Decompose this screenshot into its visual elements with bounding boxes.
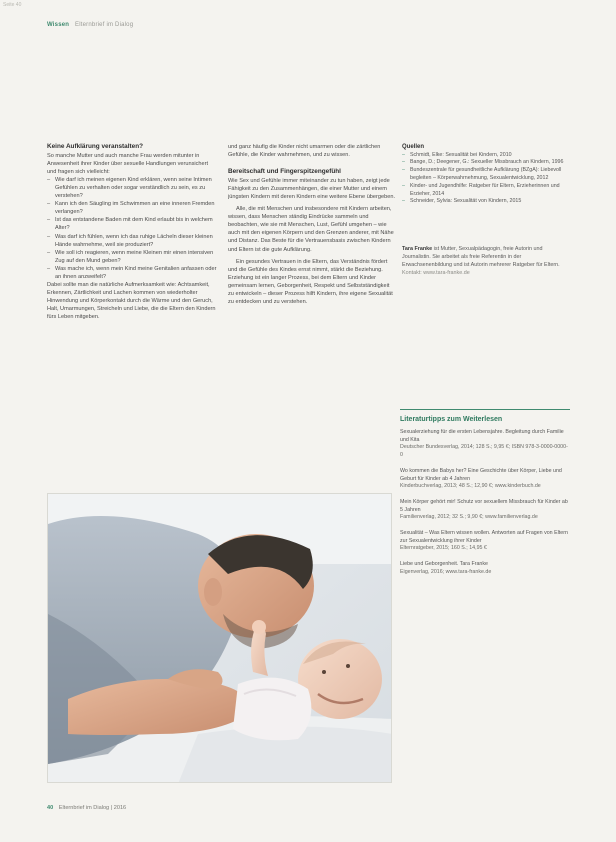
tip-title: Sexualität – Was Eltern wissen wollen. Antworten auf Fragen von Eltern zur Sexualentwicklung ihrer Kinder [400, 530, 568, 544]
section-heading-aufklaerung: Keine Aufklärung veranstalten? [47, 143, 143, 150]
literature-tips-box [400, 409, 570, 781]
source-item: – Bange, D.; Deegener, G.: Sexueller Missbrauch an Kindern, 1996 [402, 159, 570, 167]
list-item: – Wie soll ich reagieren, wenn meine Kleinen mir einen intensiven Zug auf den Mund geben? [47, 249, 217, 265]
author-contact[interactable]: Kontakt: www.tara-franke.de [402, 269, 470, 276]
tip-title: Wo kommen die Babys her? Eine Geschichte über Körper, Liebe und Geburt für Kinder ab 4 Jahren [400, 467, 562, 482]
tip-item [400, 429, 570, 460]
father-baby-photo [47, 493, 392, 783]
page-corner-mark: Seite 40 [3, 2, 22, 8]
list-item: – Ist das entstandene Baden mit dem Kind erlaubt bis in welchem Alter? [47, 216, 217, 232]
source-item: – Bundeszentrale für gesundheitliche Aufklärung (BZgA): Liebevoll begleiten – Körperwahrnehmung, Sexualentwicklung, 2012 [402, 167, 570, 183]
author-name: Tara Franke [402, 246, 433, 253]
tip-meta: Familienverlag, 2012; 32 S.; 9,90 €; www.familienverlag.de [400, 514, 538, 521]
page-footer [47, 805, 126, 811]
author-bio [402, 246, 570, 277]
tip-item [400, 499, 570, 522]
tip-item [400, 561, 570, 576]
running-head-kicker: Wissen [47, 22, 70, 28]
tip-meta: Kinderbuchverlag, 2013; 48 S.; 12,90 €; www.kinderbuch.de [400, 483, 541, 490]
list-item: – Was darf ich fühlen, wenn ich das ruhige Lächeln dieser kleinen Hände wahrnehme, weil sie produziert? [47, 233, 217, 249]
article-column-1 [47, 143, 217, 473]
source-item: – Kinder- und Jugendhilfe: Ratgeber für Eltern, Erzieherinnen und Erzieher, 2014 [402, 183, 570, 199]
tip-meta: Eigenverlag, 2016; www.tara-franke.de [400, 568, 492, 575]
tips-title: Literaturtipps zum Weiterlesen [400, 416, 503, 423]
section-heading-bereitschaft: Bereitschaft und Fingerspitzengefühl [228, 168, 341, 176]
author-text: ist Mutter, Sexualpädagogin, freie Autorin und Journalistin. Sie arbeitet als freie Referentin in der Erwachsenenbildung und ist Autorin mehrerer Ratgeber für Eltern. [402, 246, 560, 268]
question-list [47, 176, 217, 281]
tip-title: Liebe und Geborgenheit. Tara Franke [400, 561, 488, 568]
tip-item [400, 468, 570, 491]
tip-meta: Deutscher Bundesverlag, 2014; 128 S.; 9,95 €; ISBN 978-3-0000-0000-0 [400, 444, 568, 459]
publication-name: Elternbrief im Dialog | 2016 [58, 805, 127, 811]
page-number: 40 [47, 805, 54, 811]
tip-item [400, 530, 570, 553]
tip-title: Mein Körper gehört mir! Schutz vor sexuellem Missbrauch für Kinder ab 5 Jahren [400, 498, 568, 513]
source-item: – Schneider, Sylvia: Sexualität von Kindern, 2015 [402, 198, 570, 206]
column2-para4: Ein gesundes Vertrauen in die Eltern, das Verständnis fördert und die Gefühle des Kindes ernst nimmt, stärkt die Beziehung. Erziehung ist ein langer Prozess, bei dem Eltern und Kinder gemeinsam lernen, Geborgenheit, Respekt und Selbstständigkeit zu entwickeln – dieser Prozess hilft Kindern, ihre eigene Sexualität zu entdecken und zu verstehen. [228, 258, 393, 306]
photo-illustration [48, 494, 392, 783]
sources-list [402, 152, 570, 207]
article-column-2 [228, 143, 396, 473]
sidebar-column [402, 143, 570, 277]
running-head-section: Elternbrief im Dialog [75, 22, 134, 28]
column2-para2: Wie Sex und Gefühle immer miteinander zu tun haben, zeigt jede Fähigkeit zu den Zusammenhängen, die einer Mutter und einem jüngsten Kindern mit deren Kindern eine weitere Ebene übergeben. [228, 177, 395, 200]
list-item: – Wie darf ich meinen eigenen Kind erklären, wenn seine Intimen Gefühlen zu verhalten oder sogar verständlich zu sein, es zu verstehen? [47, 176, 217, 200]
column2-para3: Alle, die mit Menschen und insbesondere mit Kindern arbeiten, wissen, dass Menschen ständig Eindrücke sammeln und beobachten, wie sie mit Menschen, Lust, Gefühl umgehen – wie auch mit den eigenen Körpern und den Grenzen anderer, mit Nähe und Distanz. Das Beste für die Vertrauensbasis zwischen Kindern und Eltern ist die gute Aufklärung. [228, 206, 394, 253]
column1-outro: Dabei sollte man die natürliche Aufmerksamkeit wie: Achtsamkeit, Erkennen, Zärtlichkeit und Lachen kommen von wiederholter Hinwendung und Körperkontakt durch die Wärme und den Geruch, Halt, Umarmungen, Streicheln und Liebe, die die Eltern den Kindern fürs Leben mitgeben. [47, 282, 216, 321]
column2-para1: und ganz häufig die Kinder nicht umarmen oder die zärtlichen Gefühle, die Kinder wahrnehmen, und zu wissen. [228, 144, 381, 159]
list-item: – Kann ich den Säugling im Schwimmen an eine inneren Fremden verlangen? [47, 200, 217, 216]
running-head [47, 22, 133, 28]
sources-heading: Quellen [402, 144, 425, 150]
list-item: – Was mache ich, wenn mein Kind meine Genitalien anfassen oder an ihnen anzweifelt? [47, 265, 217, 281]
tip-title: Sexualerziehung für die ersten Lebensjahre. Begleitung durch Familie und Kita [400, 429, 564, 443]
column1-intro: So manche Mutter und auch manche Frau werden mitunter in Anwesenheit ihrer Kinder über sexuelle Handlungen verunsichert und fragen sich vielleicht: [47, 152, 209, 175]
tip-meta: Elternratgeber, 2015; 160 S.; 14,95 € [400, 545, 487, 552]
source-item: – Schmidt, Elke: Sexualität bei Kindern, 2010 [402, 152, 570, 160]
